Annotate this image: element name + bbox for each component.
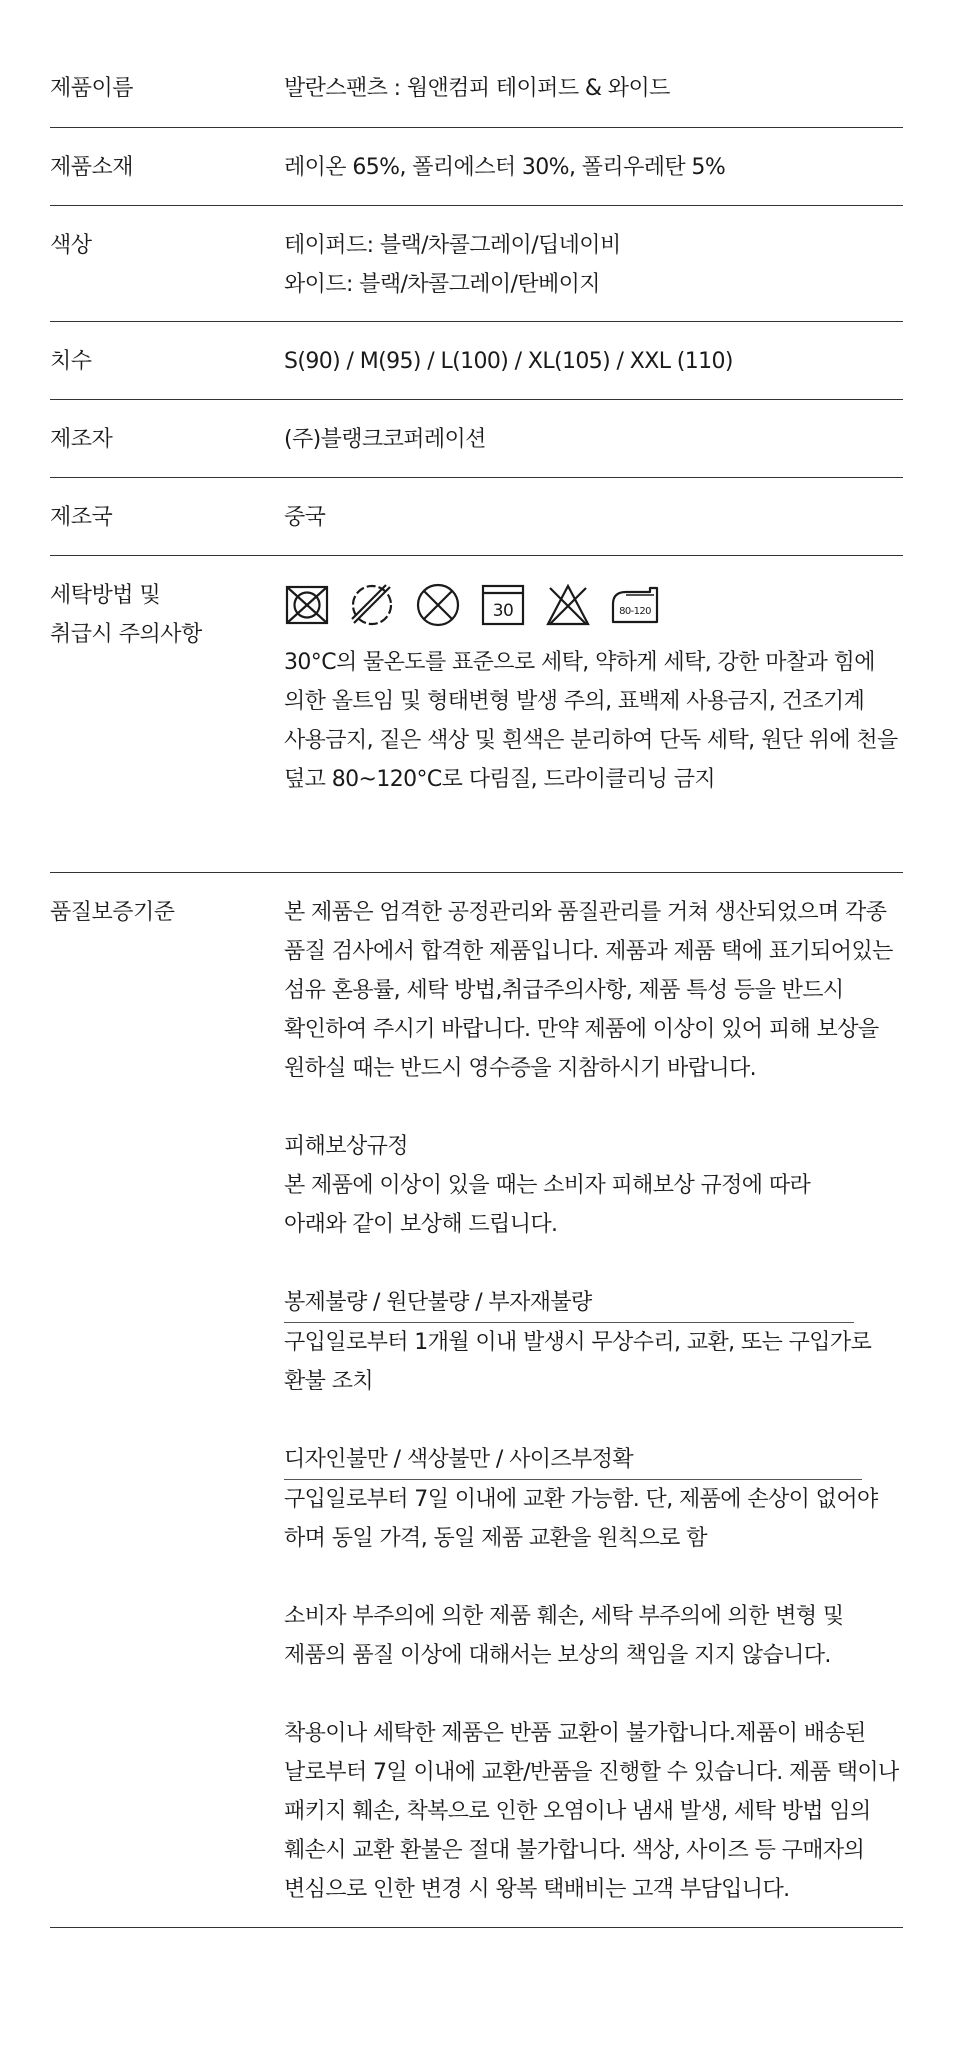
color-line-tapered: 테이퍼드: 블랙/차콜그레이/딥네이비 (284, 233, 621, 258)
return-line-3: 패키지 훼손, 착복으로 인한 오염이나 냄새 발생, 세탁 방법 임의 (284, 1799, 871, 1824)
quality-intro-line-3: 섬유 혼용률, 세탁 방법,취급주의사항, 제품 특성 등을 반드시 (284, 978, 844, 1003)
return-line-2: 날로부터 7일 이내에 교환/반품을 진행할 수 있습니다. 제품 택이나 (284, 1760, 899, 1785)
compensation-rule-title: 피해보상규정 (284, 1134, 408, 1159)
neglect-line-1: 소비자 부주의에 의한 제품 훼손, 세탁 부주의에 의한 변형 및 (284, 1604, 844, 1629)
material-value: 레이온 65%, 폴리에스터 30%, 폴리우레탄 5% (284, 155, 726, 180)
quality-intro-line-2: 품질 검사에서 합격한 제품입니다. 제품과 제품 택에 표기되어있는 (284, 939, 893, 964)
design-section-title: 디자인불만 / 색상불만 / 사이즈부정확 (284, 1440, 862, 1480)
design-line-2: 하며 동일 가격, 동일 제품 교환을 원칙으로 함 (284, 1526, 707, 1551)
care-text-line-2: 의한 올트임 및 형태변형 발생 주의, 표백제 사용금지, 건조기계 (284, 689, 865, 714)
care-label (50, 576, 284, 872)
care-label-line-2: 취급시 주의사항 (50, 622, 202, 647)
return-line-1: 착용이나 세탁한 제품은 반품 교환이 불가합니다.제품이 배송된 (284, 1721, 866, 1746)
care-value (284, 576, 903, 872)
row-material (50, 128, 903, 206)
neglect-line-2: 제품의 품질 이상에 대해서는 보상의 책임을 지지 않습니다. (284, 1643, 831, 1668)
product-info-table (50, 42, 903, 1928)
defect-line-2: 환불 조치 (284, 1369, 374, 1394)
row-country (50, 478, 903, 556)
wash-30-icon (480, 582, 526, 628)
size-value: S(90) / M(95) / L(100) / XL(105) / XXL (110) (284, 349, 733, 374)
maker-label: 제조자 (50, 427, 113, 452)
country-value: 중국 (284, 505, 326, 530)
svg-text:80-120: 80-120 (619, 606, 651, 617)
product-name-value: 발란스팬츠 : 웜앤컴피 테이퍼드 & 와이드 (284, 76, 670, 101)
quality-intro-line-1: 본 제품은 엄격한 공정관리와 품질관리를 거쳐 생산되었으며 각종 (284, 900, 887, 925)
country-label: 제조국 (50, 505, 113, 530)
no-bleach-icon (544, 582, 592, 628)
maker-value: (주)블랭크코퍼레이션 (284, 427, 486, 452)
quality-intro-line-4: 확인하여 주시기 바랍니다. 만약 제품에 이상이 있어 피해 보상을 (284, 1017, 879, 1042)
row-care (50, 556, 903, 873)
care-text-line-3: 사용금지, 짙은 색상 및 흰색은 분리하여 단독 세탁, 원단 위에 천을 (284, 728, 898, 753)
no-dry-clean-icon (348, 581, 396, 629)
quality-label: 품질보증기준 (50, 900, 175, 925)
return-line-5: 변심으로 인한 변경 시 왕복 택배비는 고객 부담입니다. (284, 1877, 790, 1902)
no-tumble-dry-icon (284, 582, 330, 628)
compensation-rule-line-1: 본 제품에 이상이 있을 때는 소비자 피해보상 규정에 따라 (284, 1173, 811, 1198)
design-line-1: 구입일로부터 7일 이내에 교환 가능함. 단, 제품에 손상이 없어야 (284, 1487, 878, 1512)
row-color (50, 206, 903, 322)
product-name-label: 제품이름 (50, 76, 134, 101)
return-line-4: 훼손시 교환 환불은 절대 불가합니다. 색상, 사이즈 등 구매자의 (284, 1838, 865, 1863)
care-text-line-1: 30°C의 물온도를 표준으로 세탁, 약하게 세탁, 강한 마찰과 힘에 (284, 650, 875, 675)
color-value (284, 226, 903, 321)
row-maker (50, 400, 903, 478)
iron-80-120-icon (610, 582, 660, 628)
quality-value (284, 893, 903, 1927)
compensation-rule-line-2: 아래와 같이 보상해 드립니다. (284, 1212, 558, 1237)
color-line-wide: 와이드: 블랙/차콜그레이/탄베이지 (284, 272, 600, 297)
row-product-name (50, 42, 903, 128)
quality-intro-line-5: 원하실 때는 반드시 영수증을 지참하시기 바랍니다. (284, 1056, 757, 1081)
defect-section-title: 봉제불량 / 원단불량 / 부자재불량 (284, 1283, 854, 1323)
svg-text:30: 30 (492, 601, 514, 621)
care-label-line-1: 세탁방법 및 (50, 583, 161, 608)
color-label: 색상 (50, 233, 92, 258)
care-text-line-4: 덮고 80~120°C로 다림질, 드라이클리닝 금지 (284, 767, 716, 792)
size-label: 치수 (50, 349, 92, 374)
care-icons (284, 580, 903, 630)
row-quality (50, 873, 903, 1928)
material-label: 제품소재 (50, 155, 134, 180)
defect-line-1: 구입일로부터 1개월 이내 발생시 무상수리, 교환, 또는 구입가로 (284, 1330, 872, 1355)
row-size (50, 322, 903, 400)
no-wring-icon (414, 581, 462, 629)
